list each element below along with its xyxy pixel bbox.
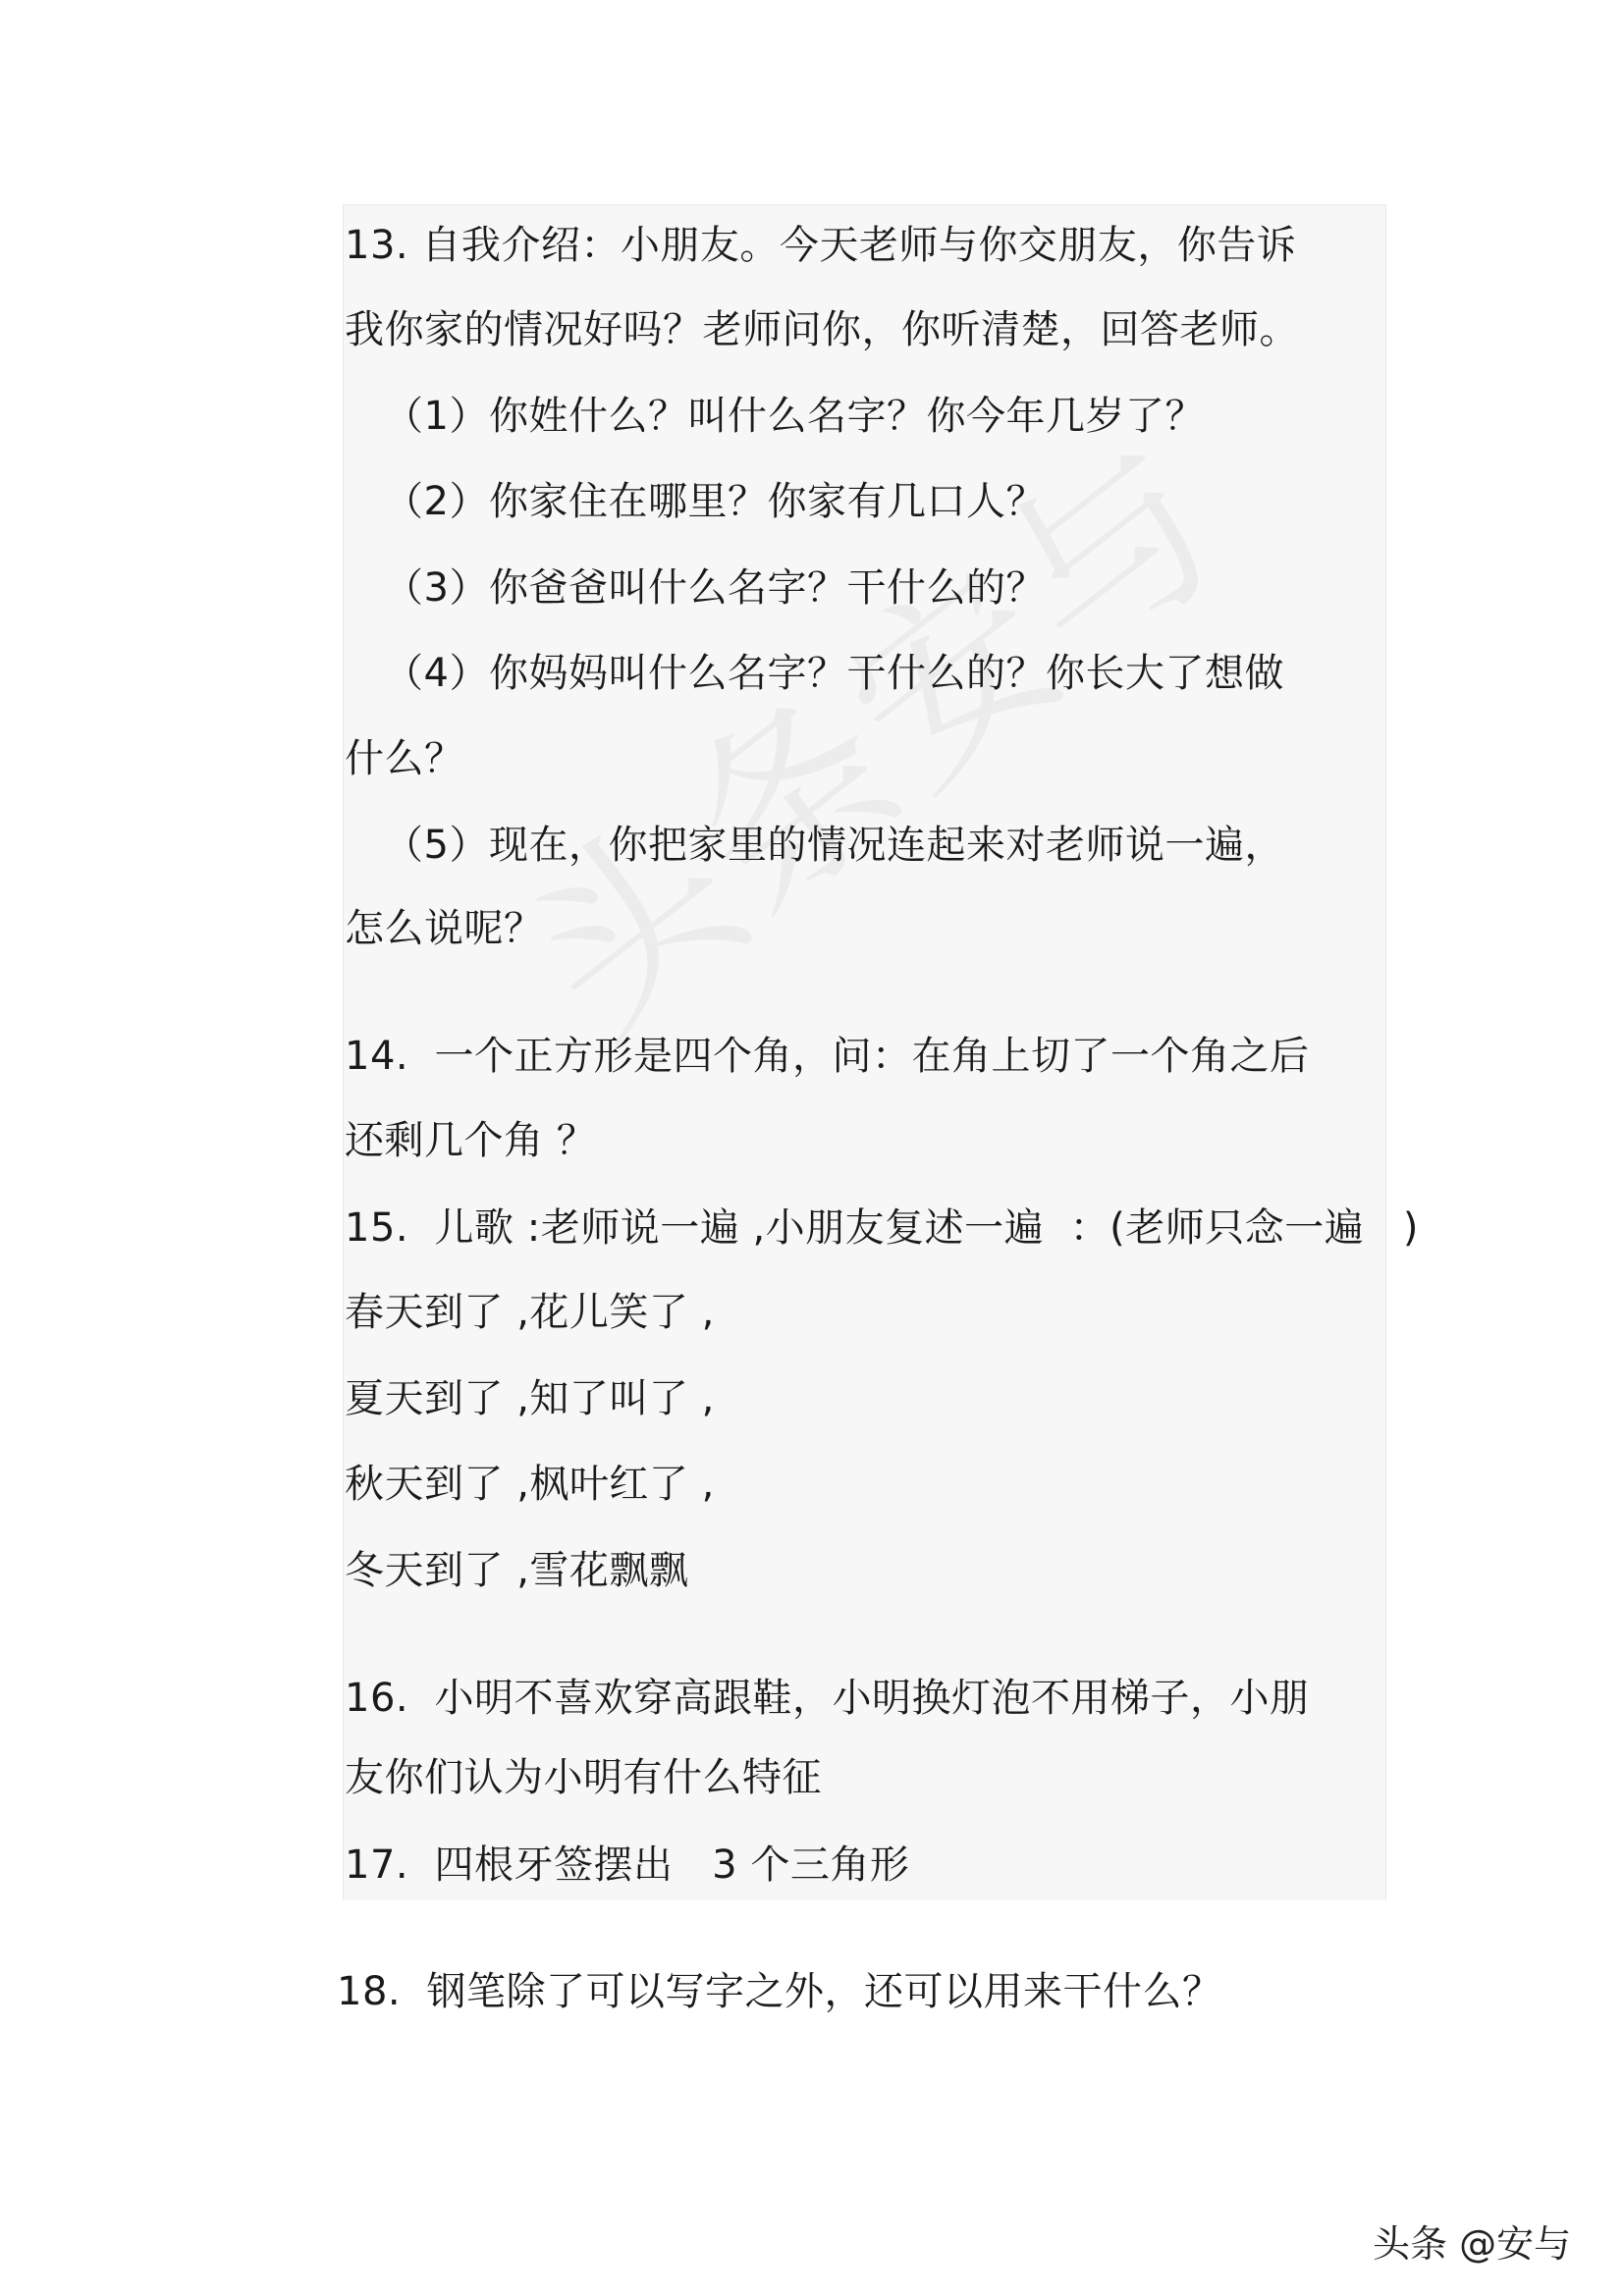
q15-verse-3: 秋天到了 ,枫叶红了 , (345, 1462, 715, 1507)
q18-line: 18. 钢笔除了可以写字之外，还可以用来干什么？ (337, 1969, 1222, 2014)
q13-sub-2: （2）你家住在哪里？你家有几口人？ (384, 479, 1046, 524)
q14-line-2: 还剩几个角 ？ (345, 1118, 597, 1163)
footer-watermark: 头条 @安与 (1373, 2222, 1572, 2266)
q13-sub-1: （1）你姓什么？叫什么名字？你今年几岁了？ (384, 394, 1205, 439)
q13-sub-5: （5）现在，你把家里的情况连起来对老师说一遍， (384, 823, 1284, 868)
q13-sub-3: （3）你爸爸叫什么名字？干什么的？ (384, 565, 1046, 611)
q13-sub-4: （4）你妈妈叫什么名字？干什么的？你长大了想做 (384, 651, 1284, 696)
q15-title: 15. 儿歌 :老师说一遍 ,小朋友复述一遍 ：(老师只念一遍 ) (345, 1205, 1419, 1251)
q15-verse-4: 冬天到了 ,雪花飘飘 (345, 1548, 689, 1593)
q13-sub-4-cont: 什么？ (345, 736, 464, 781)
q14-line-1: 14. 一个正方形是四个角，问：在角上切了一个角之后 (345, 1034, 1310, 1079)
q15-verse-1: 春天到了 ,花儿笑了 , (345, 1290, 715, 1335)
q13-sub-5-cont: 怎么说呢？ (345, 906, 544, 951)
q13-line-2: 我你家的情况好吗？老师问你，你听清楚，回答老师。 (345, 307, 1299, 352)
q17-line: 17. 四根牙签摆出 3 个三角形 (345, 1842, 910, 1888)
q13-line-1: 13. 自我介绍：小朋友。今天老师与你交朋友，你告诉 (345, 223, 1297, 268)
q15-verse-2: 夏天到了 ,知了叫了 , (345, 1376, 715, 1421)
q16-line-1: 16. 小明不喜欢穿高跟鞋，小明换灯泡不用梯子，小朋 (345, 1676, 1310, 1721)
q16-line-2: 友你们认为小明有什么特征 (345, 1755, 822, 1800)
